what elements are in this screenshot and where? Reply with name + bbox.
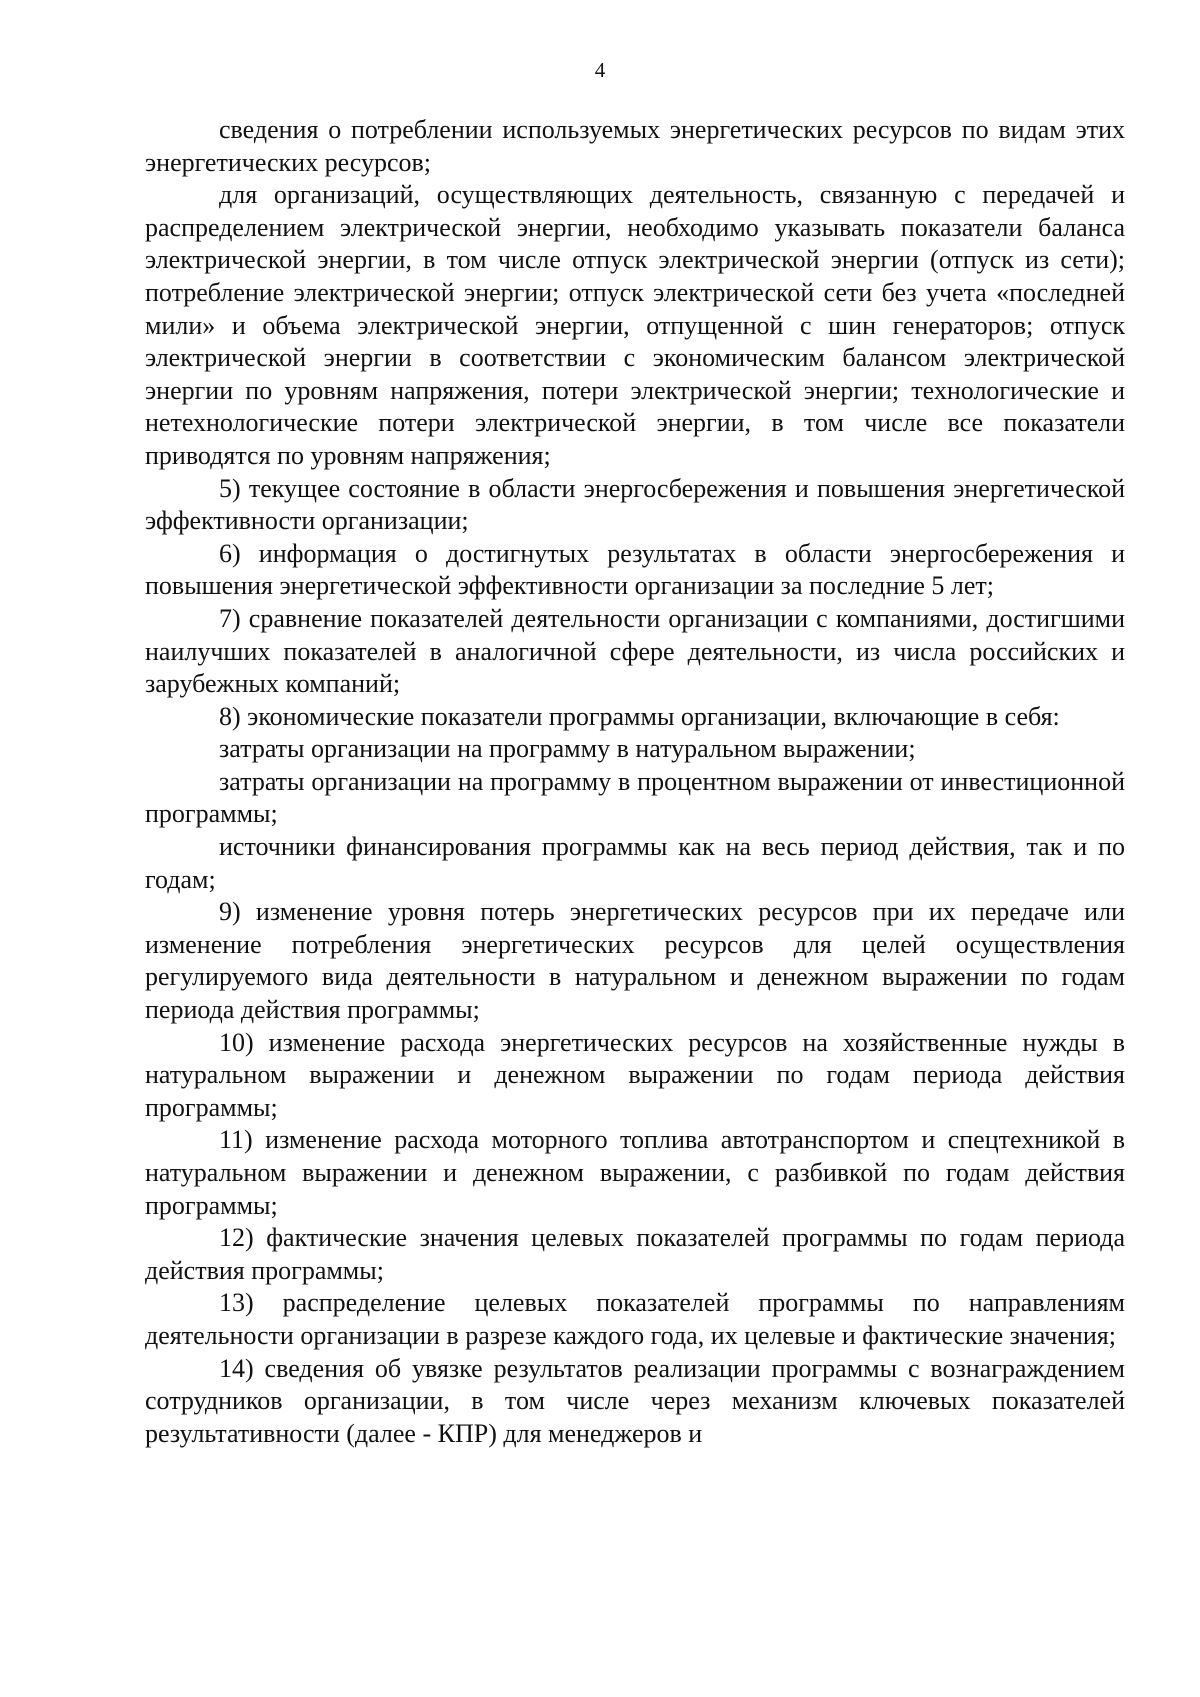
document-body <box>145 114 1125 1450</box>
list-item-13: 13) распределение целевых показателей программы по направлениям деятельности организации в разрезе каждого года, их целевые и фактические значения; <box>145 1288 1125 1350</box>
page-number: 4 <box>594 58 606 82</box>
paragraph: сведения о потреблении используемых энергетических ресурсов по видам этих энергетических ресурсов; <box>145 115 1125 177</box>
sub-item: затраты организации на программу в натуральном выражении; <box>219 734 916 764</box>
list-item-7: 7) сравнение показателей деятельности организации с компаниями, достигшими наилучших показателей в аналогичной сфере деятельности, из числа российских и зарубежных компаний; <box>145 603 1125 699</box>
list-item-9: 9) изменение уровня потерь энергетических ресурсов при их передаче или изменение потребления энергетических ресурсов для целей осуществления регулируемого вида деятельности в натуральном и денежном выражении по годам периода действия программы; <box>145 897 1125 1025</box>
paragraph: для организаций, осуществляющих деятельность, связанную с передачей и распределением электрической энергии, необходимо указывать показатели баланса электрической энергии, в том числе отпуск электрической энергии (отпуск из сети); потребление электрической энергии; отпуск электрической сети без учета «последней мили» и объема электрической энергии, отпущенной с шин генераторов; отпуск электрической энергии в соответствии с экономическим балансом электрической энергии по уровням напряжения, потери электрической энергии; технологические и нетехнологические потери электрической энергии, в том числе все показатели приводятся по уровням напряжения; <box>145 180 1125 470</box>
list-item-12: 12) фактические значения целевых показателей программы по годам периода действия программы; <box>145 1223 1125 1285</box>
list-item-10: 10) изменение расхода энергетических ресурсов на хозяйственные нужды в натуральном выражении и денежном выражении по годам периода действия программы; <box>145 1027 1125 1122</box>
sub-item: затраты организации на программу в процентном выражении от инвестиционной программы; <box>145 766 1125 829</box>
sub-item: источники финансирования программы как на весь период действия, так и по годам; <box>145 832 1125 894</box>
list-item-11: 11) изменение расхода моторного топлива автотранспортом и спецтехникой в натуральном выражении и денежном выражении, с разбивкой по годам действия программы; <box>145 1125 1125 1220</box>
list-item-5: 5) текущее состояние в области энергосбережения и повышения энергетической эффективности организации; <box>145 473 1125 536</box>
list-item-8: 8) экономические показатели программы организации, включающие в себя: <box>219 701 1060 731</box>
list-item-6: 6) информация о достигнутых результатах в области энергосбережения и повышения энергетической эффективности организации за последние 5 лет; <box>145 538 1125 601</box>
list-item-14: 14) сведения об увязке результатов реализации программы с вознаграждением сотрудников организации, в том числе через механизм ключевых показателей результативности (далее - КПР) для менеджеров и <box>145 1353 1125 1448</box>
